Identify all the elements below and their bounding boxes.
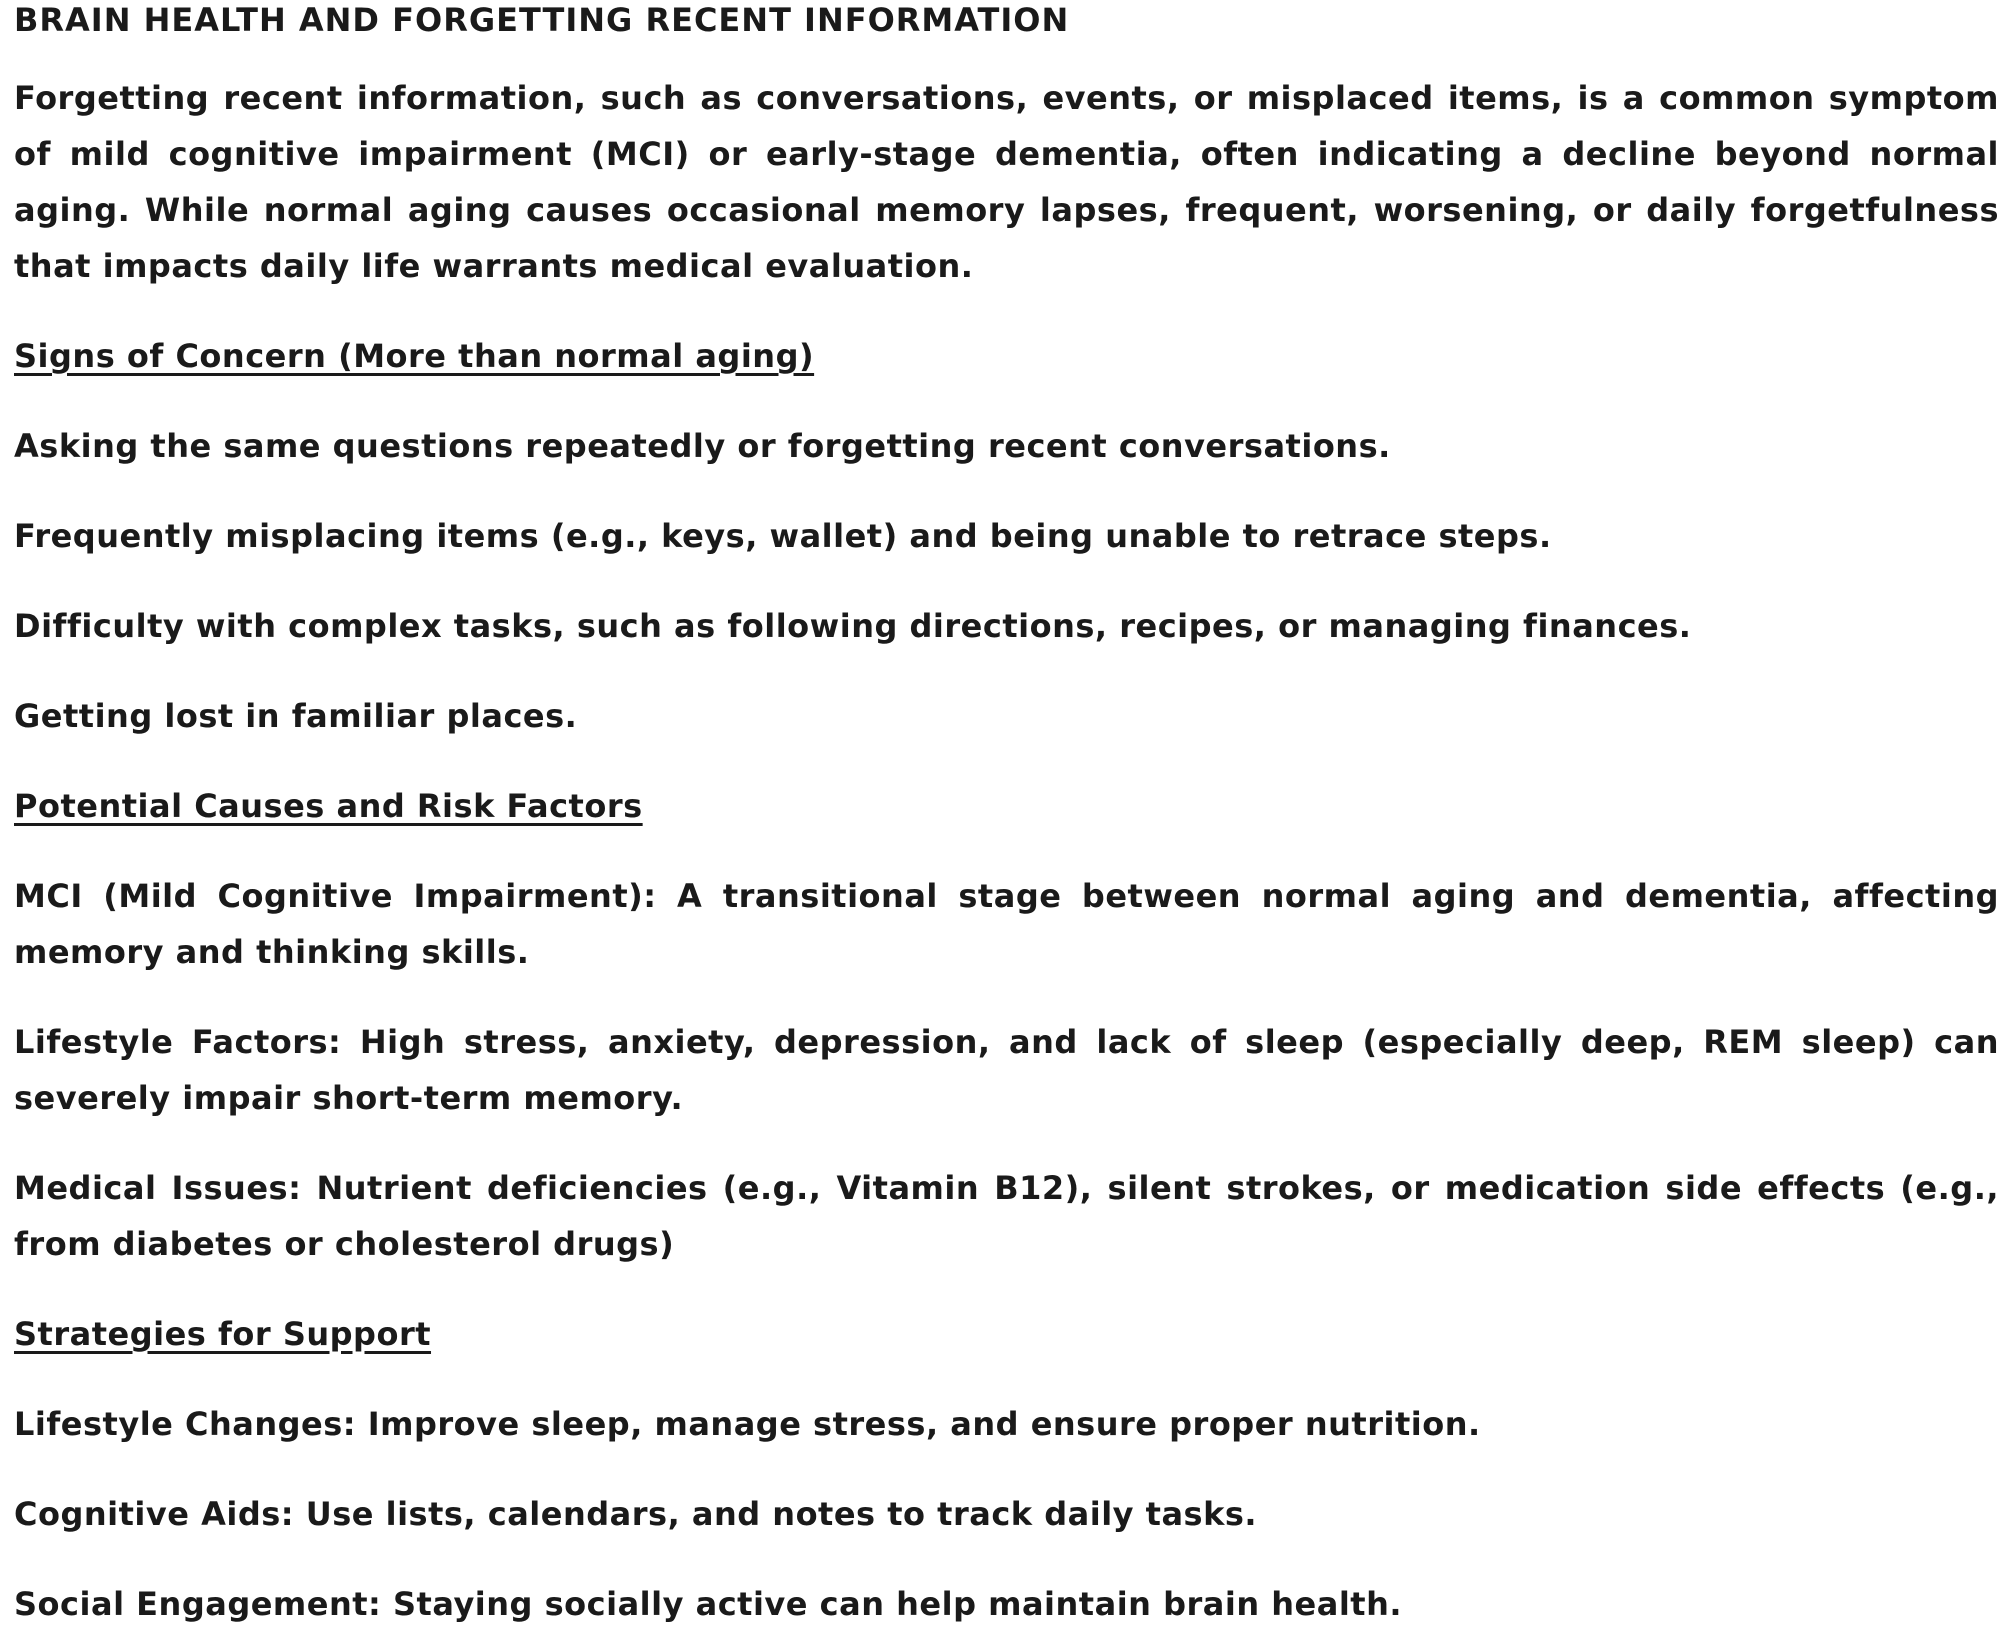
signs-item: Asking the same questions repeatedly or forgetting recent conversations.: [14, 427, 1391, 465]
strategies-item: Lifestyle Changes: Improve sleep, manage stress, and ensure proper nutrition.: [14, 1405, 1481, 1443]
document-page: [14, 0, 1999, 1632]
signs-item: Getting lost in familiar places.: [14, 697, 578, 735]
signs-item: Difficulty with complex tasks, such as following directions, recipes, or managing finances.: [14, 607, 1692, 645]
signs-item: Frequently misplacing items (e.g., keys, wallet) and being unable to retrace steps.: [14, 517, 1552, 555]
section-heading-strategies: Strategies for Support: [14, 1315, 432, 1353]
section-heading-causes: Potential Causes and Risk Factors: [14, 787, 643, 825]
intro-paragraph: Forgetting recent information, such as conversations, events, or misplaced items, is a common symptom of mild cognitive impairment (MCI) or early-stage dementia, often indicating a decline beyond normal aging. While normal aging causes occasional memory lapses, frequent, worsening, or daily forgetfulness that impacts daily life warrants medical evaluation.: [14, 79, 1999, 285]
causes-item: Lifestyle Factors: High stress, anxiety, depression, and lack of sleep (especially deep, REM sleep) can severely impair short-term memory.: [14, 1023, 1999, 1117]
strategies-item: Social Engagement: Staying socially active can help maintain brain health.: [14, 1585, 1403, 1623]
section-heading-signs: Signs of Concern (More than normal aging): [14, 337, 815, 375]
causes-item: MCI (Mild Cognitive Impairment): A transitional stage between normal aging and dementia, affecting memory and thinking skills.: [14, 877, 1999, 971]
strategies-item: Cognitive Aids: Use lists, calendars, and notes to track daily tasks.: [14, 1495, 1258, 1533]
document-title: BRAIN HEALTH AND FORGETTING RECENT INFORMATION: [14, 1, 1070, 39]
causes-item: Medical Issues: Nutrient deficiencies (e.g., Vitamin B12), silent strokes, or medication side effects (e.g., from diabetes or cholesterol drugs): [14, 1169, 1999, 1263]
